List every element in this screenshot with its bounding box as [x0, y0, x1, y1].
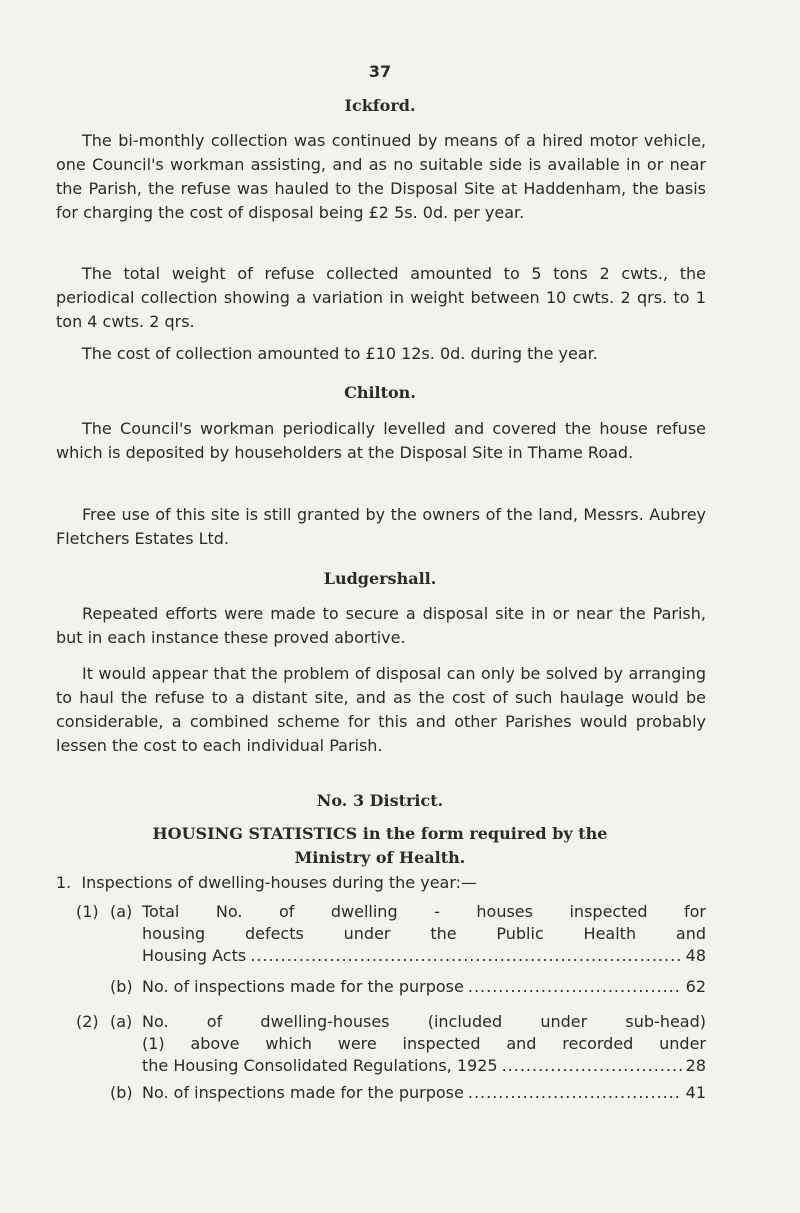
- item-value: 48: [685, 946, 706, 965]
- inspections-intro: 1. Inspections of dwelling-houses during the year:—: [56, 873, 478, 892]
- paragraph-text: The Council's workman periodically levelled and covered the house refuse which is deposited by householders at the Disposal Site in Thame Road.: [56, 419, 706, 462]
- page-number: 37: [368, 62, 392, 81]
- item-text-last: No. of inspections made for the purpose: [142, 977, 464, 996]
- item-value: 62: [685, 977, 706, 996]
- item-text-line: housing defects under the Public Health and: [142, 924, 706, 943]
- item-leader-line: [142, 945, 706, 967]
- item-text-last: the Housing Consolidated Regulations, 1925: [142, 1056, 498, 1075]
- paragraph-text: Repeated efforts were made to secure a disposal site in or near the Parish, but in each instance these proved abortive.: [56, 604, 706, 647]
- item-letter: (a): [110, 902, 133, 921]
- ickford-paragraph-1: [56, 129, 706, 225]
- item-letter: (a): [110, 1012, 133, 1031]
- dot-leader: [468, 976, 682, 998]
- dot-leader: [250, 945, 681, 967]
- item-value: 41: [685, 1083, 706, 1102]
- paragraph-text: The cost of collection amounted to £10 12s. 0d. during the year.: [82, 344, 598, 363]
- ludgershall-paragraph-1: [56, 602, 706, 650]
- dot-leader: [502, 1055, 682, 1077]
- chilton-paragraph-2: [56, 503, 706, 551]
- item-leader-line: [142, 976, 706, 998]
- ickford-paragraph-3: [56, 342, 706, 366]
- item-number: (1): [76, 902, 99, 921]
- paragraph-text: It would appear that the problem of disposal can only be solved by arranging to haul the refuse to a distant site, and as the cost of such haulage would be considerable, a combined scheme for this and other Parishes would probably lessen the cost to each individual Parish.: [56, 664, 706, 755]
- paragraph-text: Free use of this site is still granted by the owners of the land, Messrs. Aubrey Fletchers Estates Ltd.: [56, 505, 706, 548]
- item-value: 28: [685, 1056, 706, 1075]
- item-leader-line: [142, 1082, 706, 1104]
- ludgershall-paragraph-2: [56, 662, 706, 758]
- title-line-1: HOUSING STATISTICS in the form required by the: [152, 824, 608, 843]
- ickford-paragraph-2: [56, 262, 706, 334]
- chilton-paragraph-1: [56, 417, 706, 465]
- item-text-last: No. of inspections made for the purpose: [142, 1083, 464, 1102]
- item-text-line: Total No. of dwelling - houses inspected for: [142, 902, 706, 921]
- item-letter: (b): [110, 1083, 133, 1102]
- item-text-line: (1) above which were inspected and recorded under: [142, 1034, 706, 1053]
- housing-statistics-title: [0, 822, 760, 870]
- item-letter: (b): [110, 977, 133, 996]
- item-leader-line: [142, 1055, 706, 1077]
- item-number: (2): [76, 1012, 99, 1031]
- section-heading-ludgershall: Ludgershall.: [323, 569, 437, 588]
- title-line-2: Ministry of Health.: [294, 848, 466, 867]
- dot-leader: [468, 1082, 682, 1104]
- section-heading-chilton: Chilton.: [344, 383, 416, 402]
- district-heading: No. 3 District.: [316, 791, 444, 810]
- section-heading-ickford: Ickford.: [344, 96, 416, 115]
- paragraph-text: The total weight of refuse collected amounted to 5 tons 2 cwts., the periodical collection showing a variation in weight between 10 cwts. 2 qrs. to 1 ton 4 cwts. 2 qrs.: [56, 264, 706, 331]
- paragraph-text: The bi-monthly collection was continued by means of a hired motor vehicle, one Council's workman assisting, and as no suitable side is available in or near the Parish, the refuse was hauled to the Disposal Site at Haddenham, the basis for charging the cost of disposal being £2 5s. 0d. per year.: [56, 131, 706, 222]
- item-text-line: No. of dwelling-houses (included under sub-head): [142, 1012, 706, 1031]
- item-text-last: Housing Acts: [142, 946, 247, 965]
